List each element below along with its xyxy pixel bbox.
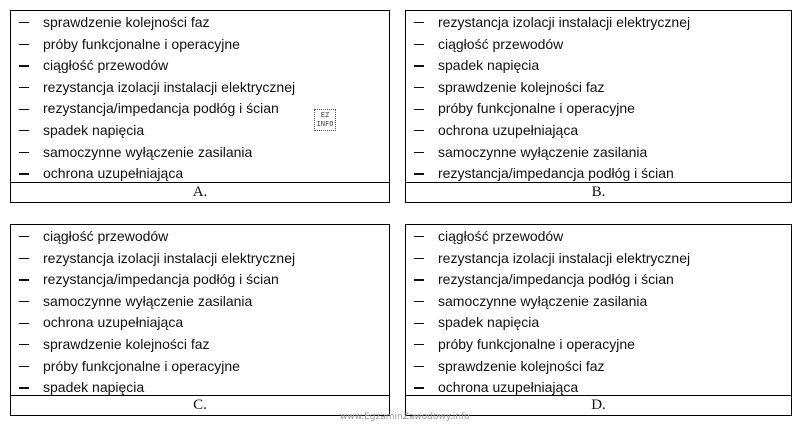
dash-icon — [414, 279, 424, 280]
list-item-text: spadek napięcia — [43, 121, 145, 138]
dash-icon — [414, 344, 424, 345]
option-d-box[interactable] — [405, 224, 792, 416]
option-d-label: D. — [406, 395, 791, 415]
dash-icon — [19, 387, 29, 388]
dash-icon — [19, 301, 29, 302]
dash-icon — [414, 152, 424, 153]
list-item-text: rezystancja/impedancja podłóg i ścian — [438, 165, 674, 182]
list-item-text: próby funkcjonalne i operacyjne — [43, 35, 240, 52]
list-item — [412, 77, 791, 99]
dash-icon — [414, 387, 424, 388]
list-item — [17, 12, 389, 34]
list-item-text: próby funkcjonalne i operacyjne — [43, 357, 240, 374]
list-item-text: próby funkcjonalne i operacyjne — [438, 100, 635, 117]
option-b-label: B. — [406, 182, 791, 202]
list-item-text: ochrona uzupełniająca — [438, 379, 579, 396]
list-item — [412, 120, 791, 142]
dash-icon — [19, 279, 29, 280]
list-item-text: samoczynne wyłączenie zasilania — [438, 143, 648, 160]
option-a-box[interactable] — [10, 10, 390, 203]
ez-info-icon-line1: EZ — [320, 111, 330, 119]
option-a-label: A. — [11, 182, 389, 202]
dash-icon — [19, 130, 29, 131]
list-item — [17, 334, 389, 356]
option-a-list — [11, 11, 389, 184]
list-item — [17, 248, 389, 270]
list-item-text: rezystancja/impedancja podłóg i ścian — [43, 271, 279, 288]
ez-info-icon — [314, 109, 336, 131]
dash-icon — [414, 109, 424, 110]
list-item-text: spadek napięcia — [438, 57, 540, 74]
list-item-text: ciągłość przewodów — [438, 228, 564, 244]
dash-icon — [414, 22, 424, 23]
list-item — [412, 55, 791, 77]
list-item — [17, 356, 389, 378]
list-item — [412, 98, 791, 120]
list-item — [412, 312, 791, 334]
dash-icon — [414, 236, 424, 237]
option-b-list — [406, 11, 791, 184]
dash-icon — [414, 301, 424, 302]
option-b-box[interactable] — [405, 10, 792, 203]
list-item — [412, 356, 791, 378]
dash-icon — [414, 366, 424, 367]
list-item-text: sprawdzenie kolejności faz — [43, 335, 210, 352]
list-item-text: samoczynne wyłączenie zasilania — [43, 143, 253, 160]
dash-icon — [414, 87, 424, 88]
list-item-text: spadek napięcia — [43, 379, 145, 396]
list-item-text: ochrona uzupełniająca — [438, 121, 579, 138]
list-item-text: sprawdzenie kolejności faz — [43, 14, 210, 30]
list-item-text: próby funkcjonalne i operacyjne — [438, 335, 635, 352]
list-item-text: rezystancja izolacji instalacji elektrycznej — [438, 249, 691, 266]
dash-icon — [19, 366, 29, 367]
option-c-label: C. — [11, 395, 389, 415]
list-item — [412, 226, 791, 248]
dash-icon — [414, 323, 424, 324]
ez-info-icon-line2: INFO — [316, 120, 334, 128]
list-item-text: ciągłość przewodów — [43, 57, 169, 74]
dash-icon — [414, 173, 424, 174]
dash-icon — [414, 65, 424, 66]
watermark: www.EgzaminZawodowy.info — [340, 412, 470, 422]
option-d-list — [406, 225, 791, 398]
list-item — [17, 291, 389, 313]
dash-icon — [19, 344, 29, 345]
list-item — [17, 77, 389, 99]
dash-icon — [414, 44, 424, 45]
list-item — [412, 269, 791, 291]
list-item — [17, 312, 389, 334]
dash-icon — [414, 130, 424, 131]
list-item — [17, 142, 389, 164]
list-item — [17, 226, 389, 248]
list-item-text: rezystancja/impedancja podłóg i ścian — [43, 100, 279, 117]
list-item-text: samoczynne wyłączenie zasilania — [438, 292, 648, 309]
dash-icon — [19, 109, 29, 110]
list-item-text: ochrona uzupełniająca — [43, 165, 184, 182]
list-item-text: samoczynne wyłączenie zasilania — [43, 292, 253, 309]
dash-icon — [19, 44, 29, 45]
list-item-text: rezystancja izolacji instalacji elektrycznej — [438, 14, 691, 30]
list-item-text: ochrona uzupełniająca — [43, 314, 184, 331]
dash-icon — [19, 323, 29, 324]
list-item-text: rezystancja izolacji instalacji elektrycznej — [43, 78, 296, 95]
list-item-text: sprawdzenie kolejności faz — [438, 357, 605, 374]
list-item — [412, 12, 791, 34]
dash-icon — [19, 65, 29, 66]
list-item-text: sprawdzenie kolejności faz — [438, 78, 605, 95]
list-item-text: ciągłość przewodów — [438, 35, 564, 52]
list-item — [17, 55, 389, 77]
list-item-text: rezystancja izolacji instalacji elektrycznej — [43, 249, 296, 266]
list-item — [17, 34, 389, 56]
option-c-box[interactable] — [10, 224, 390, 416]
list-item — [412, 142, 791, 164]
list-item — [17, 269, 389, 291]
list-item — [412, 334, 791, 356]
option-c-list — [11, 225, 389, 398]
list-item-text: ciągłość przewodów — [43, 228, 169, 244]
dash-icon — [19, 22, 29, 23]
dash-icon — [19, 236, 29, 237]
dash-icon — [19, 152, 29, 153]
list-item — [412, 34, 791, 56]
dash-icon — [19, 258, 29, 259]
list-item-text: rezystancja/impedancja podłóg i ścian — [438, 271, 674, 288]
list-item — [412, 248, 791, 270]
list-item — [412, 291, 791, 313]
dash-icon — [414, 258, 424, 259]
list-item-text: spadek napięcia — [438, 314, 540, 331]
dash-icon — [19, 87, 29, 88]
dash-icon — [19, 173, 29, 174]
